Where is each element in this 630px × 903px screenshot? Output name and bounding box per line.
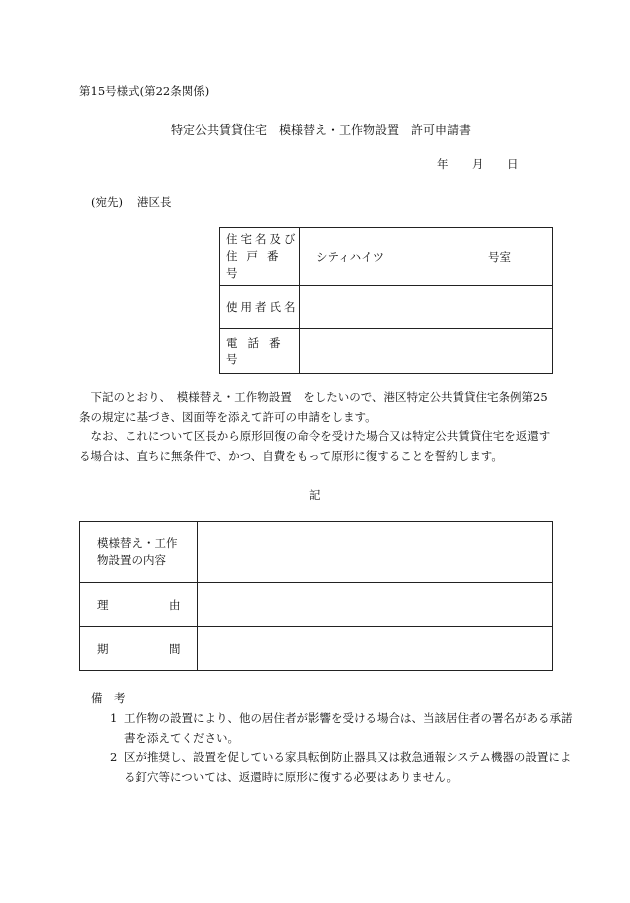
content-field[interactable] [198, 522, 553, 583]
phone-field[interactable] [300, 329, 553, 374]
period-row [80, 627, 553, 671]
user-name-row [220, 286, 553, 329]
reason-label-right: 由 [169, 598, 181, 612]
period-label-left: 期 [97, 642, 109, 656]
residence-label-line1: 住宅名及び [226, 232, 299, 246]
period-label-cell [80, 627, 198, 671]
content-label-line1: 模様替え・工作 [97, 536, 178, 550]
remark-item-2 [110, 748, 574, 787]
body-paragraph-2: なお、これについて区長から原形回復の命令を受けた場合又は特定公共賃貸住宅を返還する場合は、直ちに無条件で、かつ、自費をもって原形に復することを誓約します。 [79, 429, 551, 463]
date-day-label: 日 [507, 157, 519, 171]
detail-table [79, 521, 553, 671]
residence-label-cell [220, 228, 300, 286]
room-suffix: 号室 [488, 250, 511, 264]
ki-heading: 記 [309, 488, 321, 502]
remark-item-1-text: 工作物の設置により、他の居住者が影響を受ける場合は、当該居住者の署名がある承諾書を添えてください。 [124, 711, 573, 745]
remark-item-2-text: 区が推奨し、設置を促している家具転倒防止器具又は救急通報システム機器の設置による釘穴等については、返還時に原形に復する必要はありません。 [124, 750, 572, 784]
content-label-cell [80, 522, 198, 583]
addressee-name: 港区長 [137, 195, 172, 209]
content-row [80, 522, 553, 583]
period-field[interactable] [198, 627, 553, 671]
remark-item-2-number: 2 [110, 750, 118, 764]
remarks-heading: 備 考 [91, 691, 126, 705]
residence-value: シティハイツ [316, 250, 385, 264]
reason-label-left: 理 [97, 598, 109, 612]
remark-item-1 [110, 709, 574, 748]
date-month-label: 月 [472, 157, 484, 171]
reason-label-cell [80, 583, 198, 627]
body-paragraph-1: 下記のとおり、 模様替え・工作物設置 をしたいので、港区特定公共賃貸住宅条例第25条の規定に基づき、図面等を添えて許可の申請をします。 [79, 390, 548, 424]
user-name-field[interactable] [300, 286, 553, 329]
residence-label-line2: 住戸番号 [226, 249, 288, 280]
residence-value-cell[interactable] [300, 228, 553, 286]
phone-row [220, 329, 553, 374]
content-label-line2: 物設置の内容 [97, 553, 166, 567]
phone-label: 電話番号 [220, 329, 300, 374]
user-name-label: 使用者氏名 [220, 286, 300, 329]
period-label-right: 間 [169, 642, 181, 656]
page-title: 特定公共賃貸住宅 模様替え・工作物設置 許可申請書 [171, 123, 472, 137]
reason-field[interactable] [198, 583, 553, 627]
date-year-label: 年 [437, 157, 449, 171]
residence-row [220, 228, 553, 286]
addressee-label: (宛先) [91, 195, 123, 209]
remark-item-1-number: 1 [110, 711, 118, 725]
form-number: 第15号様式(第22条関係) [79, 84, 210, 98]
applicant-table [219, 227, 553, 374]
reason-row [80, 583, 553, 627]
